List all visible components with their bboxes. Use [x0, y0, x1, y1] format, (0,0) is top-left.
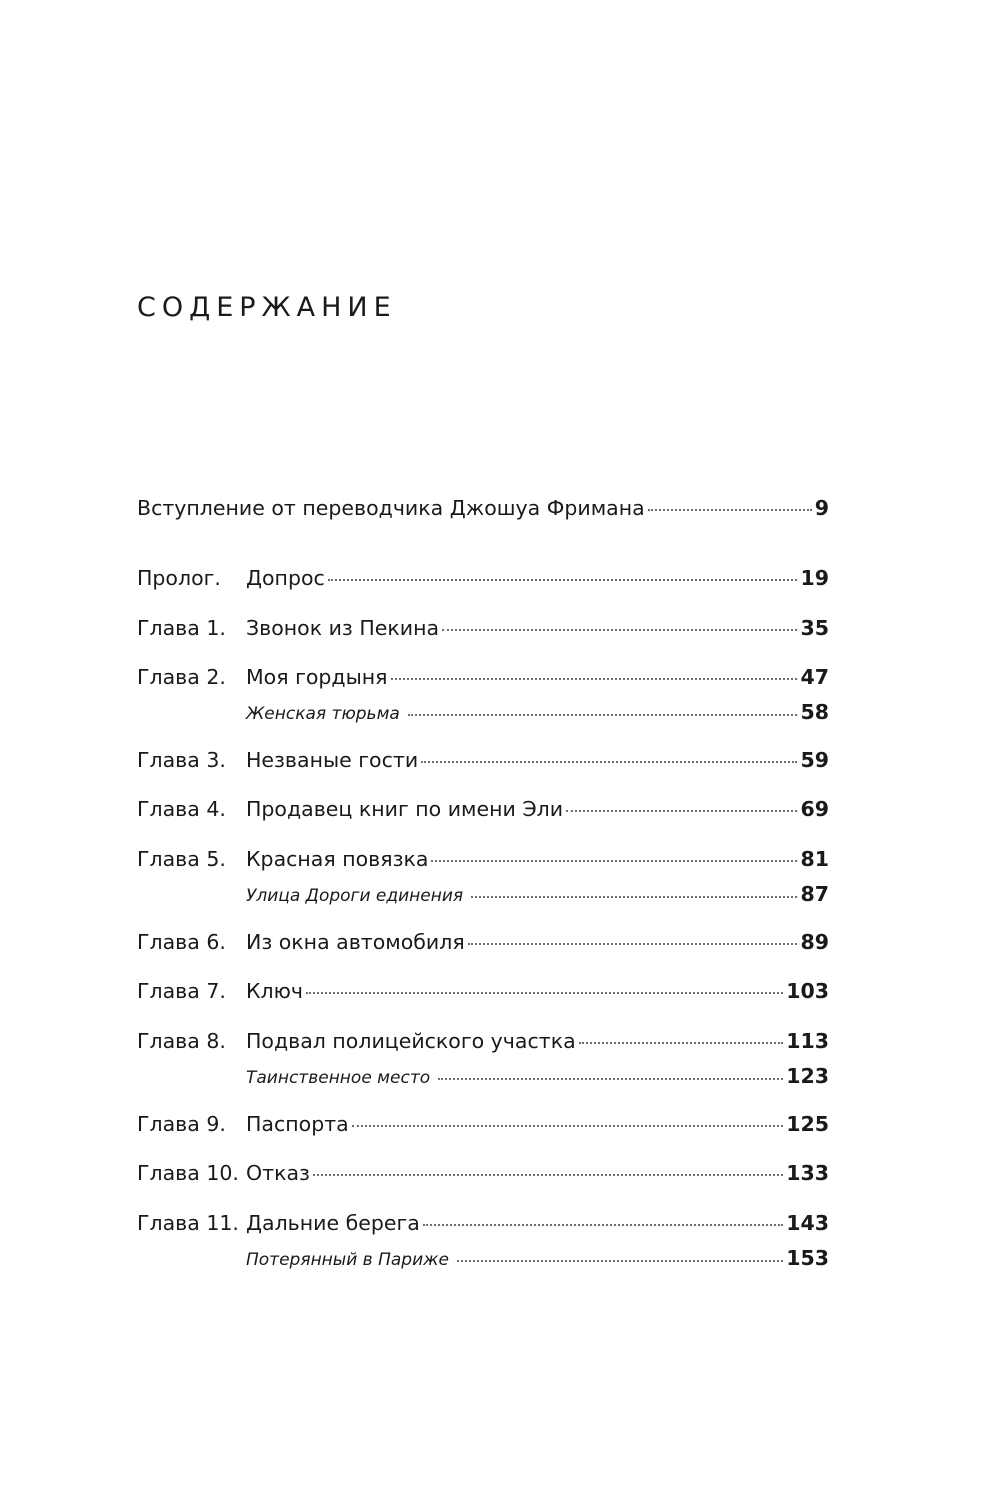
toc-page-number: 123 [786, 1064, 829, 1088]
toc-entry-title: Звонок из Пекина [246, 616, 440, 640]
toc-page-number: 113 [786, 1029, 829, 1053]
toc-chapter-label: Глава 5. [137, 847, 226, 871]
toc-subentry-title: Потерянный в Париже [246, 1250, 449, 1270]
toc-entry[interactable] [137, 1211, 829, 1241]
toc-page-number: 69 [800, 797, 829, 821]
toc-entry-title: Подвал полицейского участка [246, 1029, 576, 1053]
toc-entry-title: Паспорта [246, 1112, 349, 1136]
toc-subentry[interactable] [137, 1246, 829, 1272]
toc-page-number: 143 [786, 1211, 829, 1235]
dot-leader [313, 1174, 783, 1176]
toc-subentry-title: Улица Дороги единения [246, 886, 464, 906]
toc-entry[interactable] [137, 748, 829, 778]
toc-entry[interactable] [137, 1112, 829, 1142]
toc-entry[interactable] [137, 797, 829, 827]
toc-page-number: 125 [786, 1112, 829, 1136]
toc-entry-title: Из окна автомобиля [246, 930, 465, 954]
toc-page-number: 35 [800, 616, 829, 640]
toc-chapter-label: Глава 6. [137, 930, 226, 954]
toc-entry[interactable] [137, 979, 829, 1009]
toc-subentry[interactable] [137, 700, 829, 726]
toc-page-number: 59 [800, 748, 829, 772]
toc-chapter-label: Глава 2. [137, 665, 226, 689]
toc-chapter-label: Глава 11. [137, 1211, 239, 1235]
dot-leader [328, 579, 798, 581]
toc-entry-title: Красная повязка [246, 847, 429, 871]
toc-entry[interactable] [137, 847, 829, 877]
dot-leader [423, 1224, 783, 1226]
dot-leader [352, 1125, 783, 1127]
toc-chapter-label: Глава 1. [137, 616, 226, 640]
dot-leader [471, 896, 797, 898]
dot-leader [442, 629, 797, 631]
dot-leader [457, 1260, 783, 1262]
toc-entry[interactable] [137, 930, 829, 960]
toc-entry[interactable] [137, 1161, 829, 1191]
dot-leader [391, 678, 798, 680]
toc-chapter-label: Глава 7. [137, 979, 226, 1003]
toc-page-number: 89 [800, 930, 829, 954]
toc-page-number: 81 [800, 847, 829, 871]
toc-entry-title: Незваные гости [246, 748, 419, 772]
page-title: СОДЕРЖАНИЕ [137, 292, 397, 323]
toc-page-number: 47 [800, 665, 829, 689]
toc-page-number: 58 [800, 700, 829, 724]
toc-chapter-label: Глава 8. [137, 1029, 226, 1053]
toc-chapter-label: Пролог. [137, 566, 221, 590]
dot-leader [579, 1042, 784, 1044]
toc-entry[interactable] [137, 566, 829, 596]
dot-leader [431, 860, 797, 862]
toc-entry-title: Вступление от переводчика Джошуа Фримана [137, 496, 645, 520]
toc-subentry[interactable] [137, 1064, 829, 1090]
toc-entry-title: Продавец книг по имени Эли [246, 797, 564, 821]
dot-leader [648, 509, 812, 511]
toc-chapter-label: Глава 9. [137, 1112, 226, 1136]
toc-page-number: 103 [786, 979, 829, 1003]
toc-entry[interactable] [137, 616, 829, 646]
dot-leader [421, 761, 797, 763]
dot-leader [306, 992, 783, 994]
toc-page-number: 87 [800, 882, 829, 906]
toc-page-number: 9 [814, 496, 829, 520]
dot-leader [468, 943, 798, 945]
toc-page-number: 153 [786, 1246, 829, 1270]
toc-chapter-label: Глава 4. [137, 797, 226, 821]
toc-entry-intro[interactable] [137, 496, 829, 526]
dot-leader [408, 714, 798, 716]
toc-entry[interactable] [137, 665, 829, 695]
toc-entry-title: Ключ [246, 979, 304, 1003]
toc-page-number: 133 [786, 1161, 829, 1185]
toc-subentry-title: Женская тюрьма [246, 704, 400, 724]
toc-subentry[interactable] [137, 882, 829, 908]
toc-entry-title: Отказ [246, 1161, 310, 1185]
dot-leader [566, 810, 797, 812]
toc-page-number: 19 [800, 566, 829, 590]
toc-chapter-label: Глава 3. [137, 748, 226, 772]
toc-subentry-title: Таинственное место [246, 1068, 431, 1088]
toc-entry-title: Дальние берега [246, 1211, 420, 1235]
toc-entry[interactable] [137, 1029, 829, 1059]
toc-chapter-label: Глава 10. [137, 1161, 239, 1185]
toc-entry-title: Моя гордыня [246, 665, 388, 689]
dot-leader [438, 1078, 783, 1080]
toc-entry-title: Допрос [246, 566, 325, 590]
